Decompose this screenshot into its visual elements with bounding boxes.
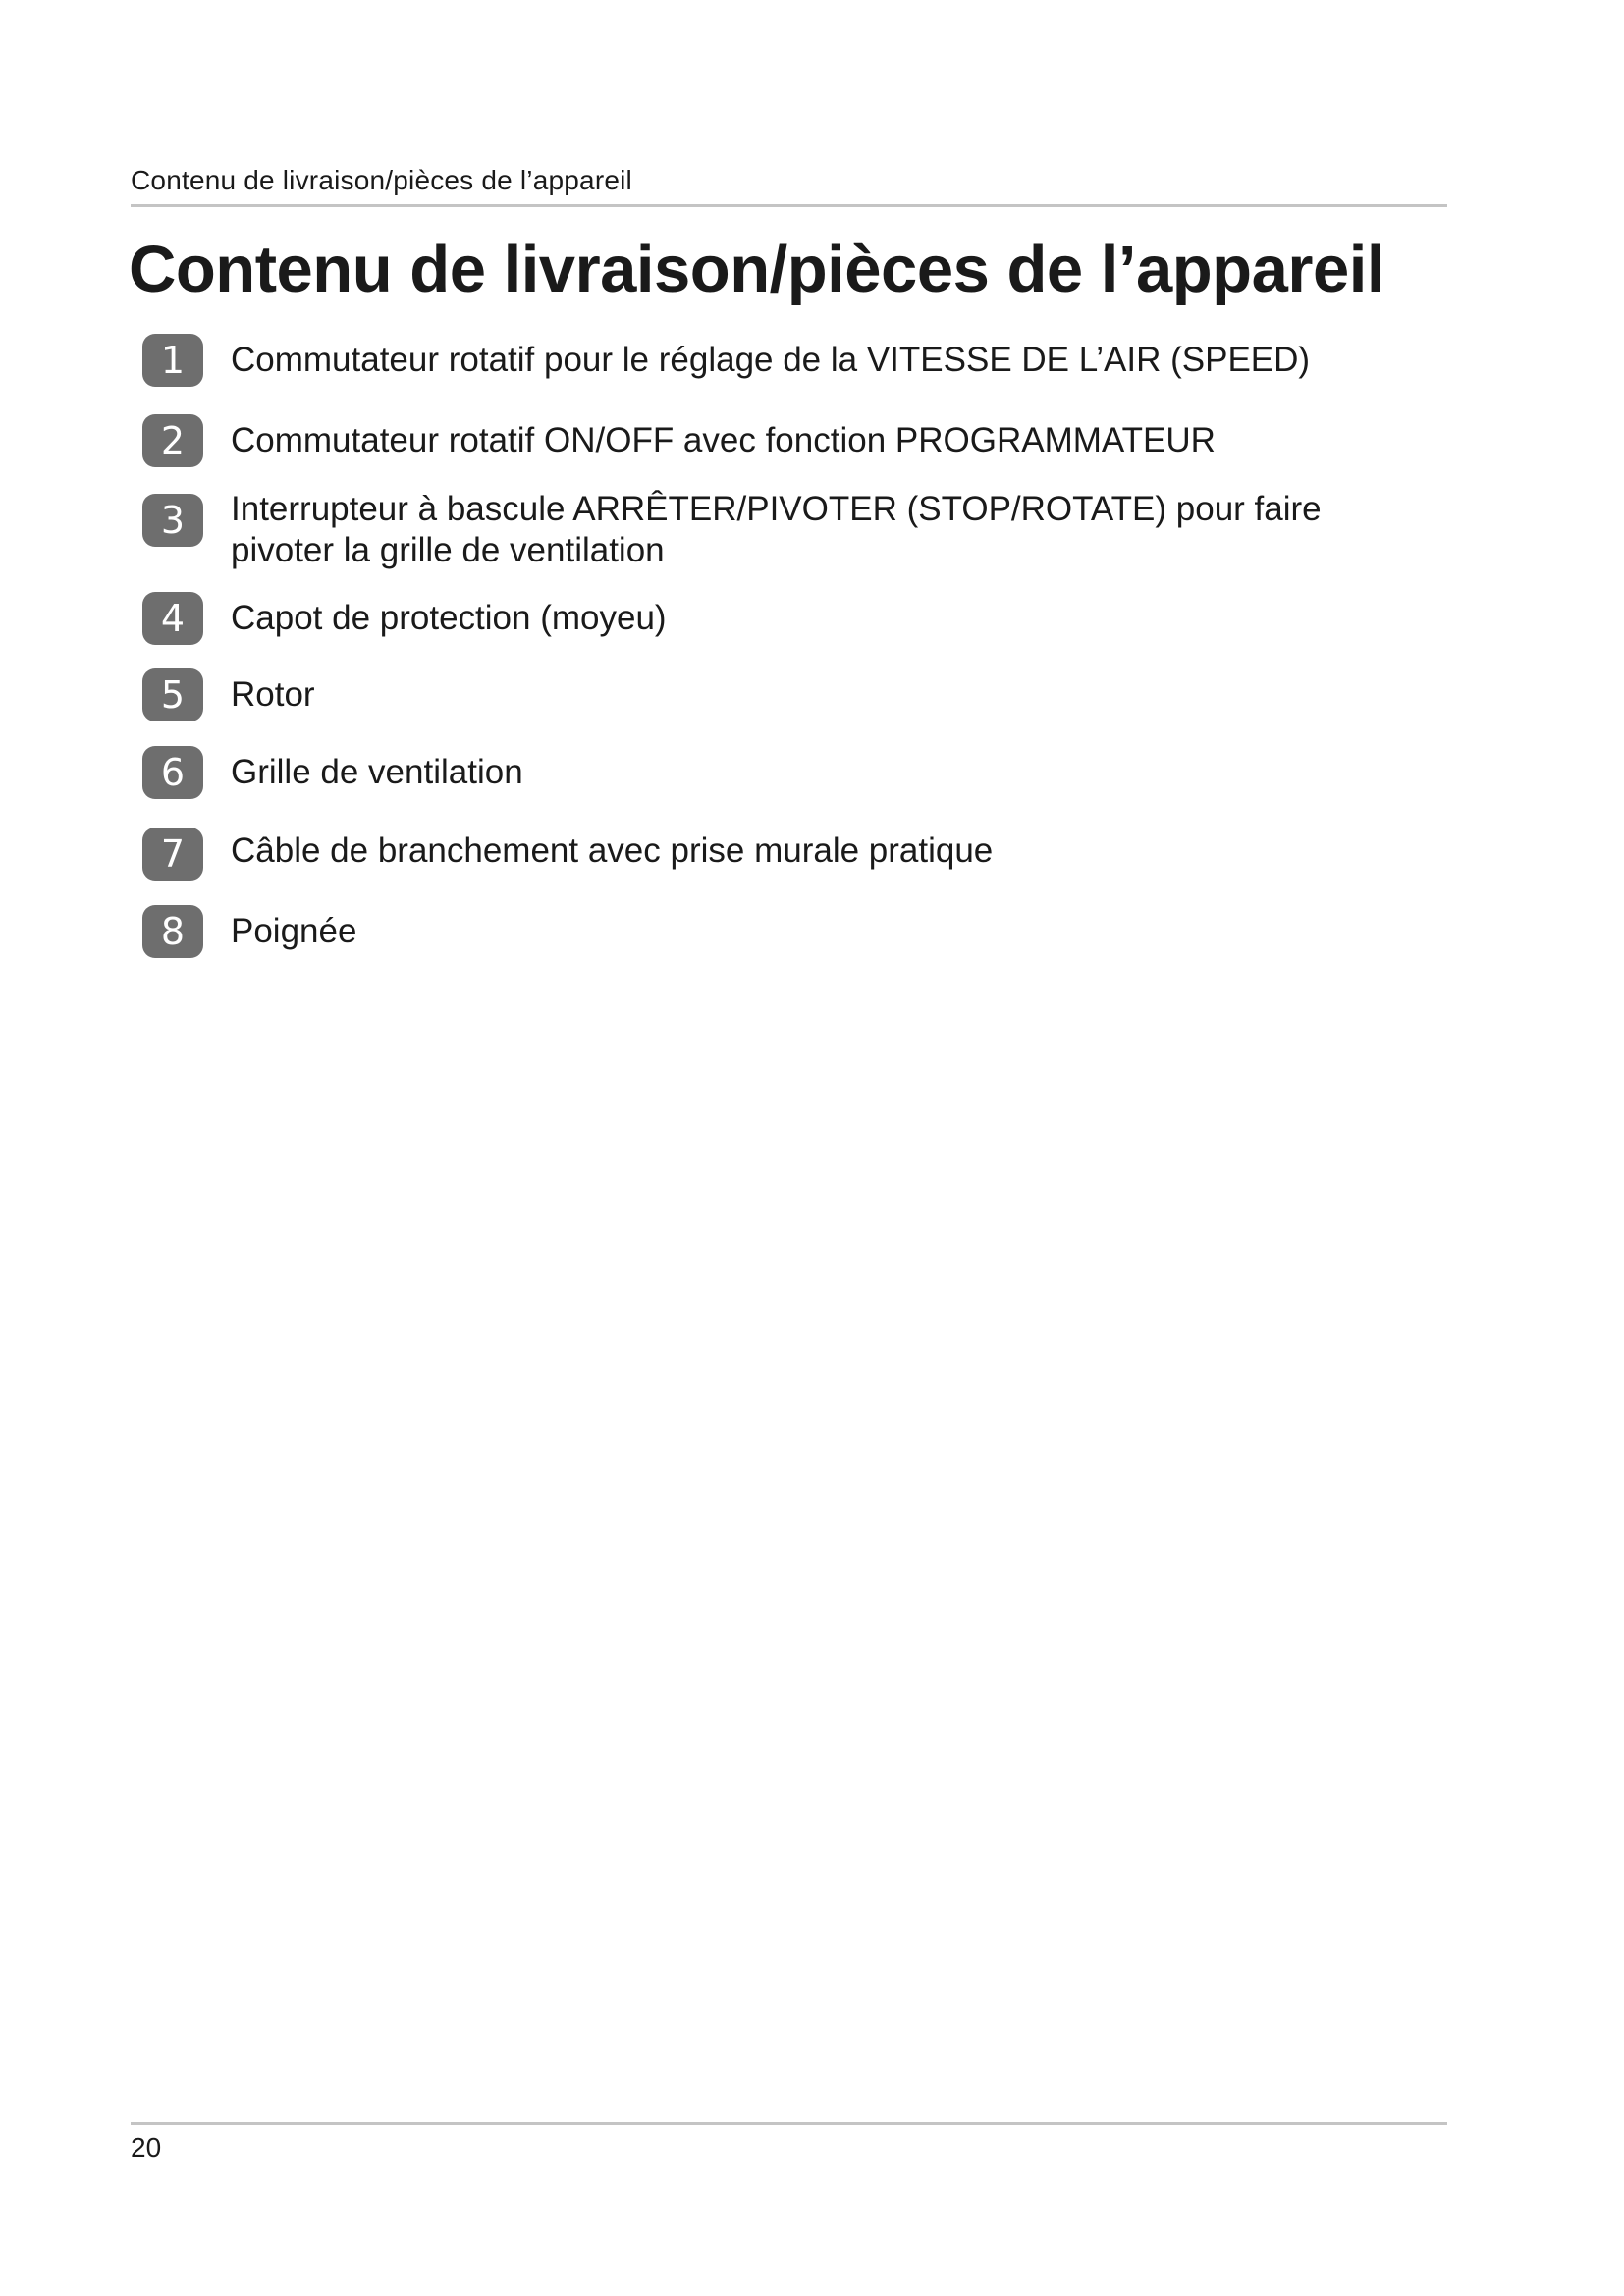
part-description: Capot de protection (moyeu) xyxy=(231,599,667,637)
part-description: Poignée xyxy=(231,912,357,950)
part-number-badge: 4 xyxy=(142,592,203,645)
part-description: Commutateur rotatif ON/OFF avec fonction PROGRAMMATEUR xyxy=(231,421,1216,459)
part-description: Commutateur rotatif pour le réglage de la VITESSE DE L’AIR (SPEED) xyxy=(231,341,1311,379)
part-number-badge: 8 xyxy=(142,905,203,958)
part-number-badge: 6 xyxy=(142,746,203,799)
part-description: Grille de ventilation xyxy=(231,753,523,791)
footer-divider xyxy=(131,2122,1447,2125)
part-number-badge: 3 xyxy=(142,494,203,547)
part-number-badge: 5 xyxy=(142,668,203,721)
part-number-badge: 1 xyxy=(142,334,203,387)
running-header: Contenu de livraison/pièces de l’appareil xyxy=(131,165,632,195)
header-divider xyxy=(131,204,1447,207)
part-number-badge: 2 xyxy=(142,414,203,467)
part-description: Câble de branchement avec prise murale pratique xyxy=(231,831,994,870)
part-description: Interrupteur à bascule ARRÊTER/PIVOTER (STOP/ROTATE) pour faire pivoter la grille de ventilation xyxy=(231,490,1322,569)
page-title: Contenu de livraison/pièces de l’appareil xyxy=(129,233,1384,306)
part-number-badge: 7 xyxy=(142,828,203,881)
part-description: Rotor xyxy=(231,675,315,714)
page-number: 20 xyxy=(131,2132,162,2163)
